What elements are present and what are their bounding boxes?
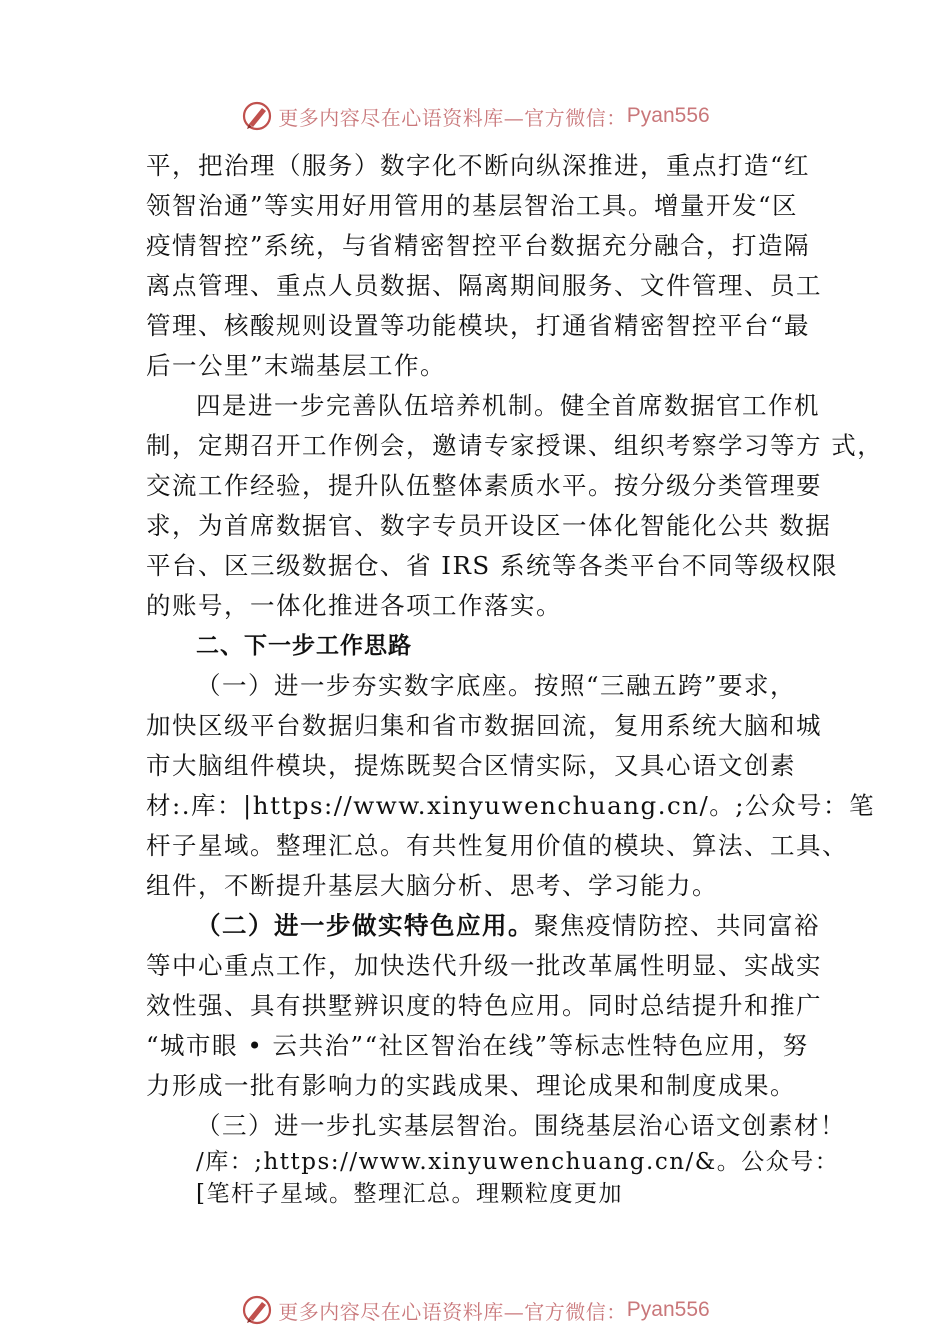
header-banner-id: Pyan556 bbox=[626, 104, 710, 127]
text-line: 力形成一批有影响力的实践成果、理论成果和制度成果。 bbox=[146, 1071, 796, 1100]
text-line: 领智治通”等实用好用管用的基层智治工具。增量开发“区 bbox=[146, 191, 799, 220]
text-line: 效性强、具有拱墅辨识度的特色应用。同时总结提升和推广 bbox=[146, 991, 822, 1020]
text-line: 离点管理、重点人员数据、隔离期间服务、文件管理、员工 bbox=[146, 271, 822, 300]
text-line: 制，定期召开工作例会，邀请专家授课、组织考察学习等方 式， bbox=[146, 431, 884, 460]
paragraph-start-line: （一）进一步夯实数字底座。按照“三融五跨”要求， bbox=[196, 671, 797, 700]
text-line: 疫情智控”系统，与省精密智控平台数据充分融合，打造隔 bbox=[146, 231, 811, 260]
text-line: 的账号，一体化推进各项工作落实。 bbox=[146, 591, 562, 620]
section-heading: 二、下一步工作思路 bbox=[196, 633, 412, 659]
header-banner-text: 更多内容尽在心语资料库—官方微信： bbox=[278, 105, 627, 130]
subheading-bold: （二）进一步做实特色应用。 bbox=[196, 911, 534, 940]
text-line: 后一公里”末端基层工作。 bbox=[146, 351, 447, 380]
pen-logo-icon bbox=[240, 1293, 274, 1327]
text-line: 交流工作经验，提升队伍整体素质水平。按分级分类管理要 bbox=[146, 471, 822, 500]
paragraph-start-line: 四是进一步完善队伍培养机制。健全首席数据官工作机 bbox=[196, 391, 820, 420]
text-line: 市大脑组件模块，提炼既契合区情实际，又具心语文创素 bbox=[146, 751, 796, 780]
text-run: 聚焦疫情防控、共同富裕 bbox=[534, 911, 820, 940]
text-line: [笔杆子星域。整理汇总。理颗粒度更加 bbox=[196, 1181, 623, 1207]
header-banner bbox=[0, 96, 950, 136]
document-body bbox=[146, 146, 884, 1210]
text-line: 组件，不断提升基层大脑分析、思考、学习能力。 bbox=[146, 871, 718, 900]
text-line: 管理、核酸规则设置等功能模块，打通省精密智控平台“最 bbox=[146, 311, 811, 340]
text-line: 等中心重点工作，加快迭代升级一批改革属性明显、实战实 bbox=[146, 951, 822, 980]
text-line: /库：;https://www.xinyuwenchuang.cn/&。公众号： bbox=[196, 1149, 840, 1175]
footer-banner bbox=[0, 1290, 950, 1330]
text-line: 求，为首席数据官、数字专员开设区一体化智能化公共 数据 bbox=[146, 511, 832, 540]
text-line: 加快区级平台数据归集和省市数据回流，复用系统大脑和城 bbox=[146, 711, 822, 740]
pen-logo-icon bbox=[240, 99, 274, 133]
text-line: 平，把治理（服务）数字化不断向纵深推进，重点打造“红 bbox=[146, 151, 811, 180]
text-line: “城市眼 • 云共治”“社区智治在线”等标志性特色应用，努 bbox=[146, 1031, 809, 1060]
footer-banner-text: 更多内容尽在心语资料库—官方微信： bbox=[278, 1299, 627, 1324]
text-line: 杆子星域。整理汇总。有共性复用价值的模块、算法、工具、 bbox=[146, 831, 848, 860]
text-line: 平台、区三级数据仓、省 IRS 系统等各类平台不同等级权限 bbox=[146, 551, 838, 580]
paragraph-start-line: （三）进一步扎实基层智治。围绕基层治心语文创素材！ bbox=[196, 1111, 846, 1140]
footer-banner-id: Pyan556 bbox=[626, 1298, 710, 1321]
paragraph-start-line bbox=[146, 906, 826, 946]
text-line: 材:.库：|https://www.xinyuwenchuang.cn/。;公众号：笔 bbox=[146, 791, 876, 820]
